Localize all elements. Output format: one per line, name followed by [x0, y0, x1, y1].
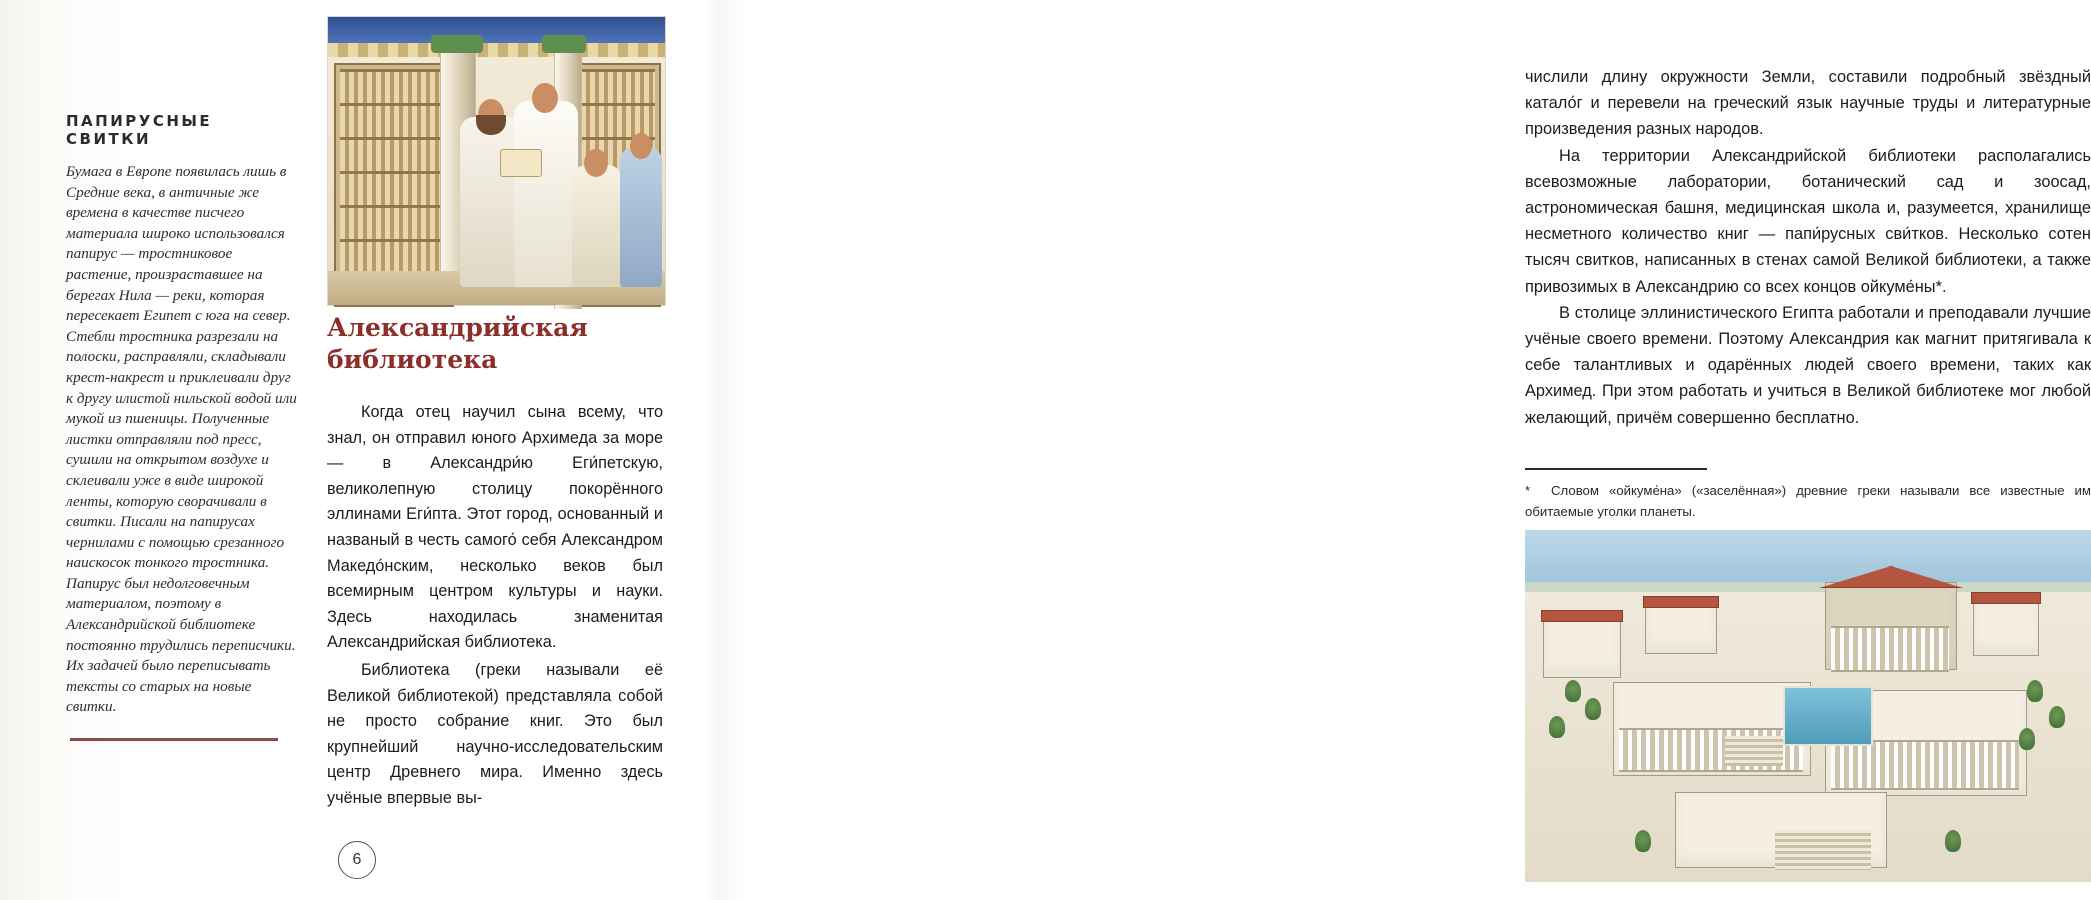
column-capital-right	[542, 35, 586, 53]
head-seated-elder	[584, 149, 608, 177]
paragraph: числили длину окружности Земли, составили подробный звёздный катало́г и перевели на греческий язык научные труды и литературные произведения разных народов.	[1525, 68, 2091, 139]
illustration-frieze	[328, 43, 665, 57]
roof-back-right	[1971, 592, 2041, 604]
tree	[1549, 716, 1565, 738]
footnote-marker: *	[1525, 483, 1531, 498]
courtyard-pool	[1783, 686, 1873, 746]
footnote	[1525, 480, 2091, 522]
column-capital-left	[431, 35, 483, 53]
tree	[2019, 728, 2035, 750]
building-back-left	[1645, 604, 1717, 654]
paragraph: На территории Александрийской библиотеки располагались всевозможные лаборатории, ботанический сад и зоосад, астрономическая башня, медицинская школа и, разумеется, хранилище несметного количество книг — папи́русных сви́тков. Несколько сотен тысяч свитков, написанных в стенах самой Великой библиотеки, а также привозимых в Александрию со всех концов ойкуме́ны*.	[1525, 146, 2091, 296]
figure-attendant	[620, 147, 662, 287]
sea	[1525, 530, 2091, 588]
illustration-sky	[328, 17, 665, 43]
paragraph: В столице эллинистического Египта работали и преподавали лучшие учёные своего времени. Поэтому Александрия как магнит притягивала к себе талантливых и одарённых людей своего времени, таких как Архимед. При этом работать и учиться в Великой библиотеке мог любой желающий, причём совершенно бесплатно.	[1525, 303, 2091, 427]
sidebar-note-text: Бумага в Европе появилась лишь в Средние века, в античные же времена в качестве писчего материала широко использовался папирус — тростниковое растение, произраставшее на берегах Нила — реки, которая пересекает Египет с юга на север. Стебли тростника разрезали на полоски, расправляли, складывали крест-накрест и приклеивали друг к другу илистой нильской водой или мукой из пшеницы. Полученные листки отправляли под пресс, сушили на открытом воздухе и склеивали уже в виде широкой ленты, которую сворачивали в свитки. Писали на папирусах чернилами с помощью срезанного наискосок тонкого тростника. Папирус был недолговечным материалом, поэтому в Александрийской библиотеке постоянно трудились переписчики. Их задачей было переписывать тексты со старых на новые свитки.	[66, 163, 297, 716]
sidebar-note	[66, 112, 298, 718]
tree	[1635, 830, 1651, 852]
tree	[2027, 680, 2043, 702]
east-wing-colonnade	[1831, 740, 2019, 790]
tree	[1945, 830, 1961, 852]
front-steps	[1775, 830, 1871, 870]
head-attendant	[630, 133, 652, 159]
paragraph: Библиотека (греки называли её Великой библиотекой) представляла собой не просто собрание книг. Это был крупнейший научно-исследовательским центр Древнего мира. Именно здесь учёные впервые вы-	[327, 660, 663, 807]
head-young-man	[532, 83, 558, 113]
roof-back-left	[1643, 596, 1719, 608]
illustration-library-complex	[1525, 530, 2091, 882]
tree	[1565, 680, 1581, 702]
article-title: Александрийская библиотека	[327, 313, 588, 374]
page-number: 6	[338, 841, 376, 879]
figure-scholar-bearded	[460, 117, 522, 287]
sidebar-note-title: ПАПИРУСНЫЕ СВИТКИ	[66, 112, 213, 148]
figure-seated-elder	[572, 165, 622, 287]
building-back-right	[1973, 600, 2039, 656]
temple-colonnade	[1831, 626, 1949, 672]
tree	[2049, 706, 2065, 728]
right-column-text	[1525, 64, 2091, 431]
tree	[1585, 698, 1601, 720]
illustration-library-hall	[327, 16, 666, 306]
right-page	[724, 0, 2091, 900]
papyrus-scroll-prop	[500, 149, 542, 177]
footnote-separator	[1525, 468, 1707, 470]
sidebar-divider-rule	[70, 738, 278, 741]
building-far-left	[1543, 618, 1621, 678]
figure-young-man	[514, 101, 578, 287]
left-column-text	[327, 400, 663, 812]
courtyard-steps	[1725, 736, 1783, 766]
paragraph: Когда отец научил сына всему, что знал, он отправил юного Архимеда за море — в Александри́ю Еги́петскую, великолепную столицу покорённого эллинами Еги́пта. Этот город, основанный и названый в честь самого́ себя Александром Македо́нским, несколько веков был всемирным центром культуры и науки. Здесь находилась знаменитая Александрийская библиотека.	[327, 403, 663, 652]
left-page	[0, 0, 724, 900]
roof-far-left	[1541, 610, 1623, 622]
footnote-text: Словом «ойкуме́на» («заселённая») древние греки называли все известные им обитаемые уголки планеты.	[1525, 483, 2091, 519]
